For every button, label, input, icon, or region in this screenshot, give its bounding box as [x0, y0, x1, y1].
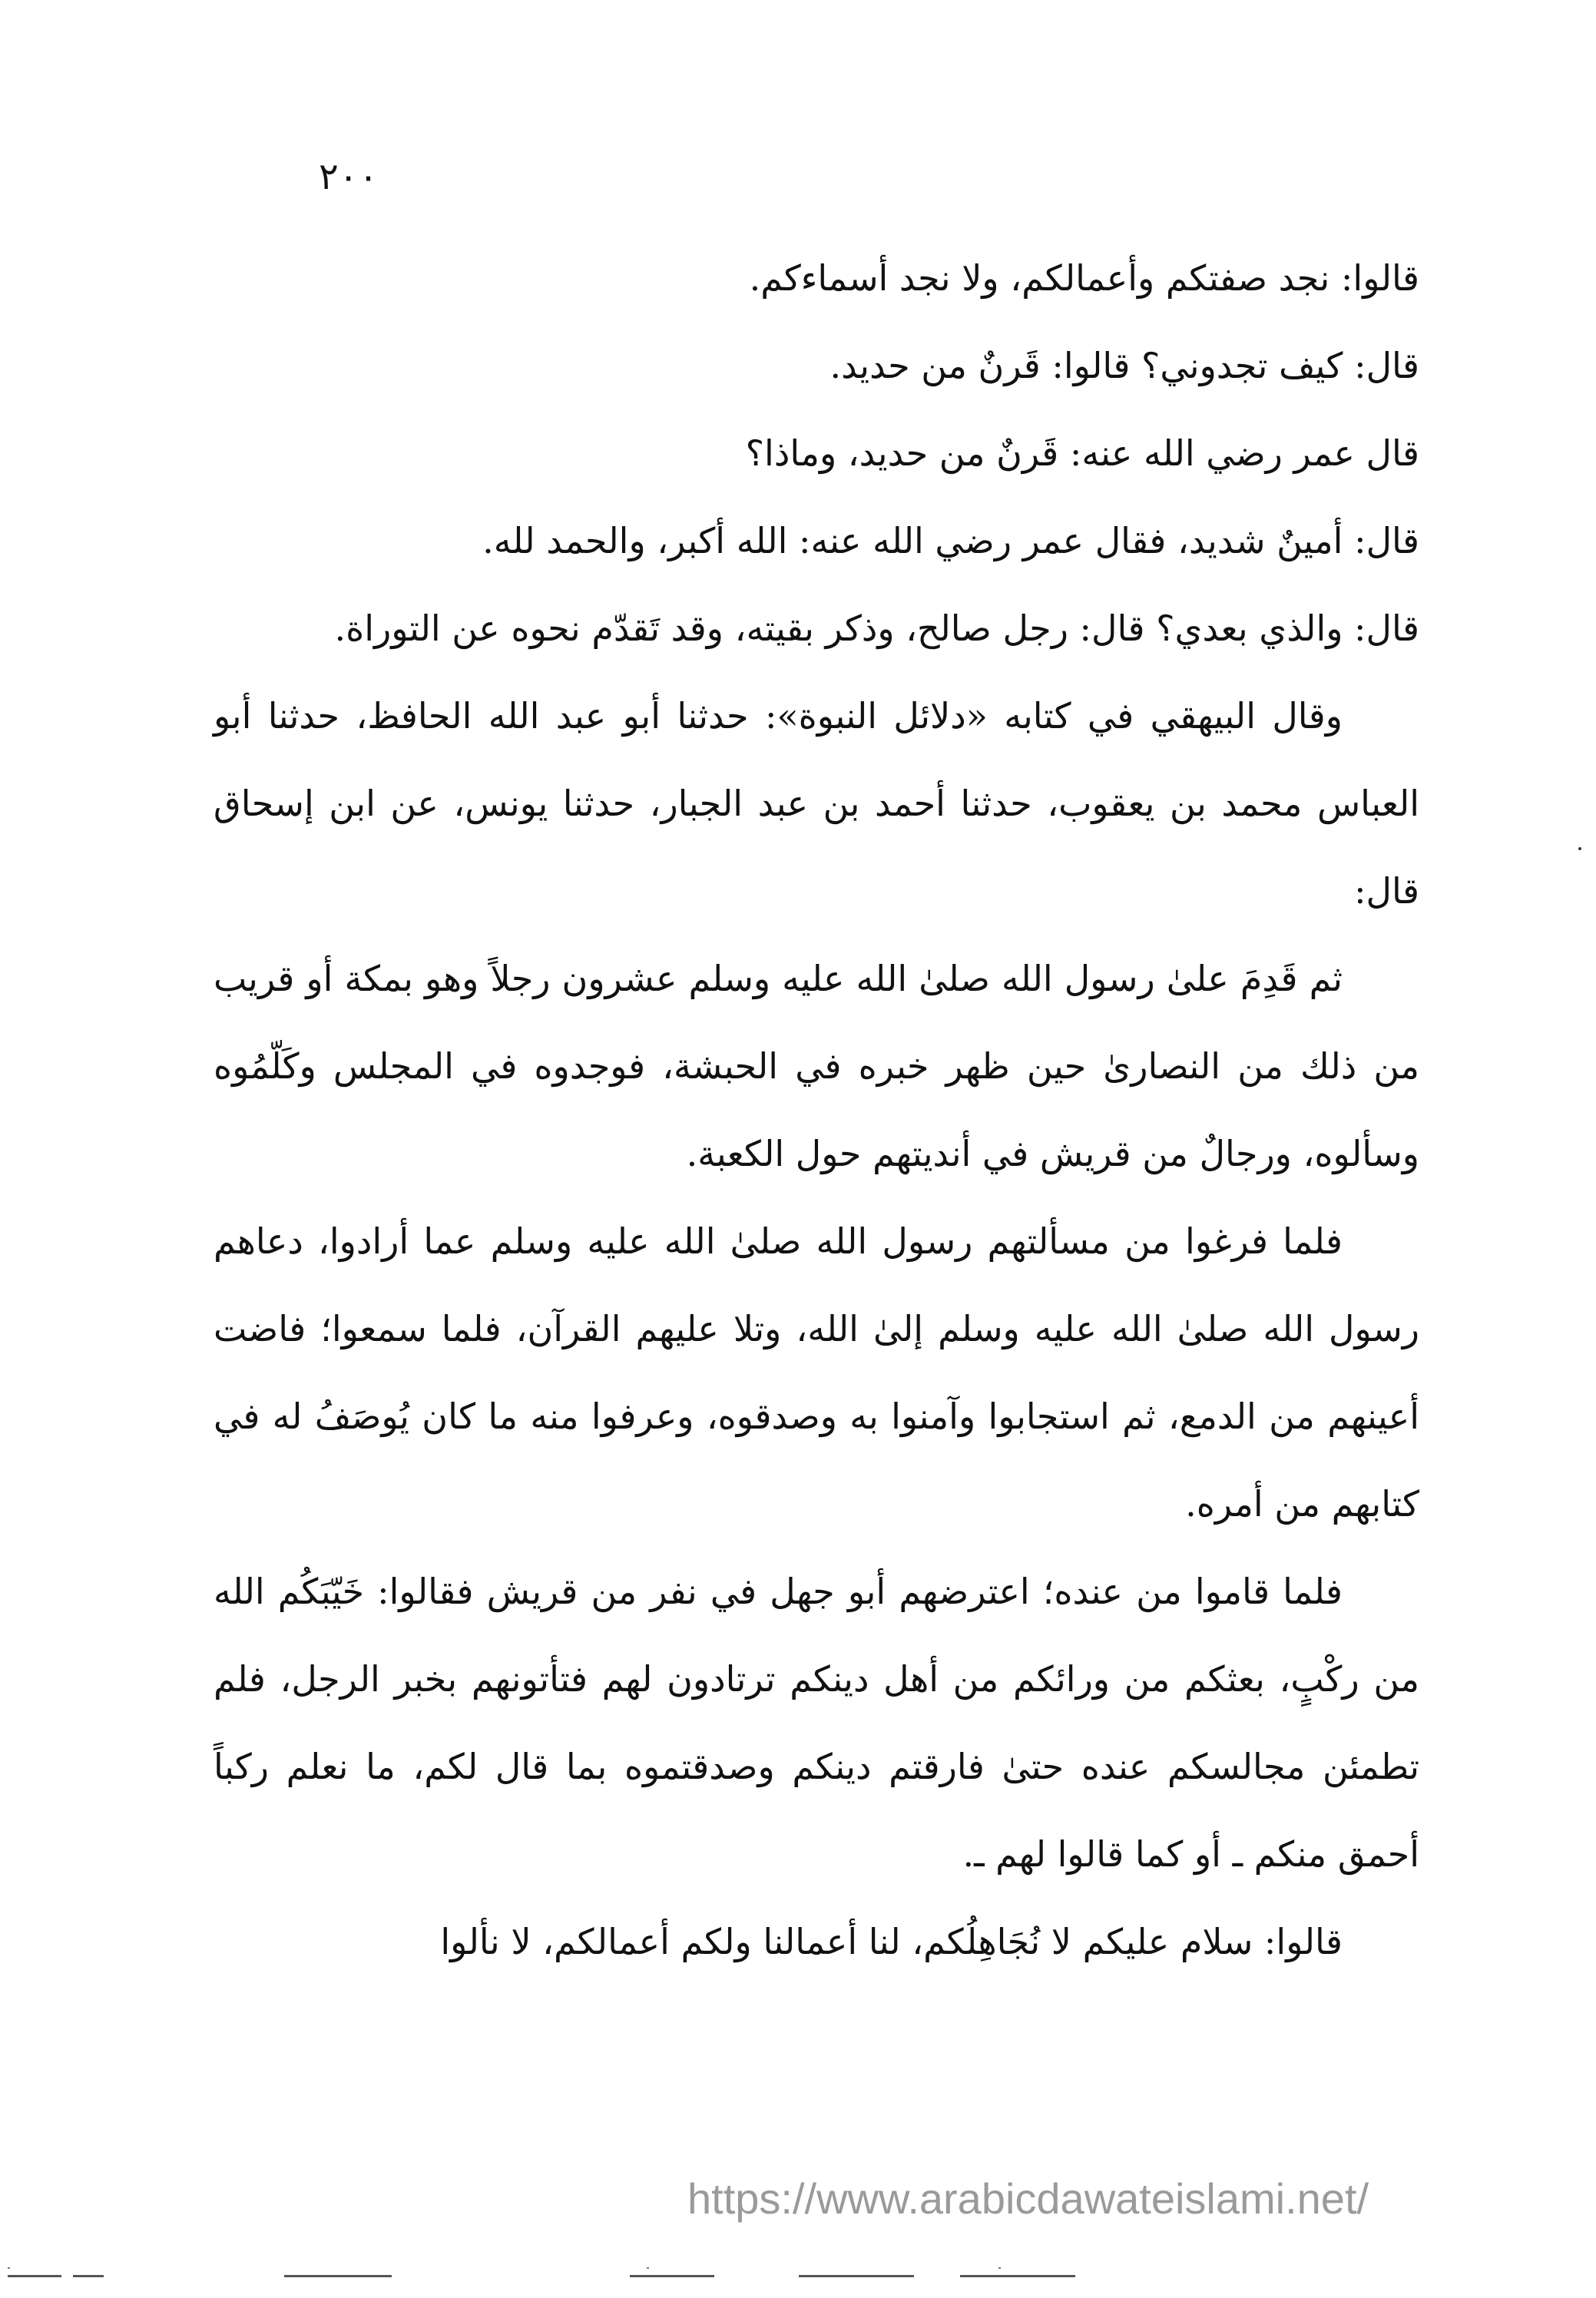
footer-rule-2	[73, 2275, 104, 2277]
footer-tick-2	[647, 2267, 649, 2269]
footer-tick-3	[998, 2267, 1001, 2269]
paragraph-6: وقال البيهقي في كتابه «دلائل النبوة»: حدثنا أبو عبد الله الحافظ، حدثنا أبو العباس محمد بن يعقوب، حدثنا أحمد بن عبد الجبار، حدثنا يونس، عن ابن إسحاق قال:	[214, 695, 1419, 912]
footer-rule-3	[284, 2275, 392, 2277]
paragraph-2: قال: كيف تجدوني؟ قالوا: قَرنٌ من حديد.	[829, 345, 1419, 386]
footer-rule-1	[8, 2275, 61, 2277]
watermark-url: https://www.arabicdawateislami.net/	[687, 2174, 1369, 2223]
paragraph-1: قالوا: نجد صفتكم وأعمالكم، ولا نجد أسماءكم.	[749, 257, 1419, 299]
page-number: ٢٠٠	[319, 155, 379, 198]
paragraph-7: ثم قَدِمَ علىٰ رسول الله صلىٰ الله عليه وسلم عشرون رجلاً وهو بمكة أو قريب من ذلك من النصارىٰ حين ظهر خبره في الحبشة، فوجدوه في المجلس وكَلّمُوه وسألوه، ورجالٌ من قريش في أنديتهم حول الكعبة.	[214, 958, 1419, 1174]
body-text	[214, 234, 1419, 1985]
paragraph-5: قال: والذي بعدي؟ قال: رجل صالح، وذكر بقيته، وقد تَقدّم نحوه عن التوراة.	[334, 608, 1419, 649]
footer-rule-6	[960, 2275, 1075, 2277]
paragraph-10: قالوا: سلام عليكم لا نُجَاهِلُكم، لنا أعمالنا ولكم أعمالكم، لا نألوا	[440, 1921, 1343, 1962]
paragraph-3: قال عمر رضي الله عنه: قَرنٌ من حديد، وماذا؟	[745, 432, 1419, 474]
footer-rule-4	[630, 2275, 714, 2277]
scan-speck	[1578, 847, 1581, 850]
paragraph-4: قال: أمينٌ شديد، فقال عمر رضي الله عنه: الله أكبر، والحمد لله.	[482, 520, 1419, 561]
paragraph-8: فلما فرغوا من مسألتهم رسول الله صلىٰ الله عليه وسلم عما أرادوا، دعاهم رسول الله صلىٰ الله عليه وسلم إلىٰ الله، وتلا عليهم القرآن، فلما سمعوا؛ فاضت أعينهم من الدمع، ثم استجابوا وآمنوا به وصدقوه، وعرفوا منه ما كان يُوصَفُ له في كتابهم من أمره.	[214, 1220, 1419, 1525]
footer-tick-1	[8, 2267, 10, 2269]
footer-rule-5	[799, 2275, 914, 2277]
paragraph-9: فلما قاموا من عنده؛ اعترضهم أبو جهل في نفر من قريش فقالوا: خَيّبَكُم الله من ركْبٍ، بعثكم من ورائكم من أهل دينكم ترتادون لهم فتأتونهم بخبر الرجل، فلم تطمئن مجالسكم عنده حتىٰ فارقتم دينكم وصدقتموه بما قال لكم، ما نعلم ركباً أحمق منكم ـ أو كما قالوا لهم ـ.	[214, 1571, 1419, 1875]
